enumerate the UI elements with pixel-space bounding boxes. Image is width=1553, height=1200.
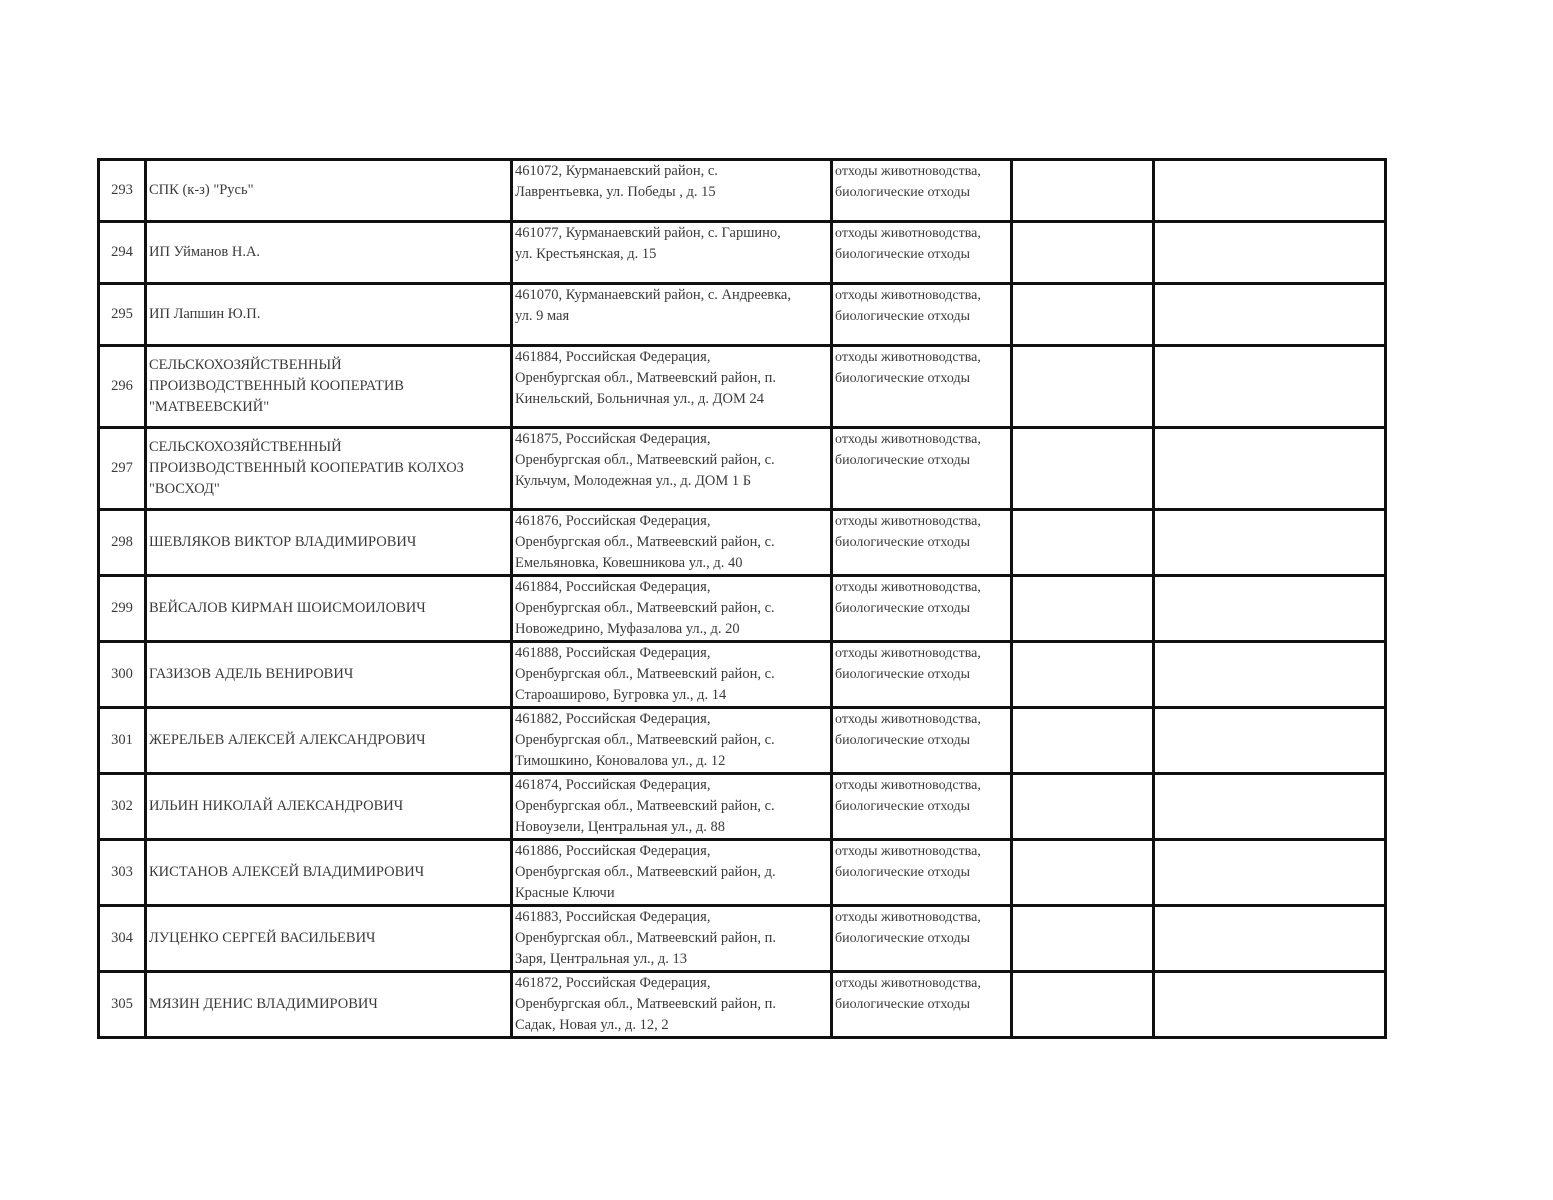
empty-cell xyxy=(1154,576,1386,642)
waste-type: отходы животноводства, биологические отходы xyxy=(832,346,1012,428)
empty-cell xyxy=(1154,906,1386,972)
organization-address: 461072, Курманаевский район, с. Лаврентьевка, ул. Победы , д. 15 xyxy=(512,160,832,222)
empty-cell xyxy=(1154,774,1386,840)
organization-address: 461874, Российская Федерация, Оренбургская обл., Матвеевский район, с. Новоузели, Центральная ул., д. 88 xyxy=(512,774,832,840)
organization-address: 461884, Российская Федерация, Оренбургская обл., Матвеевский район, п. Кинельский, Больничная ул., д. ДОМ 24 xyxy=(512,346,832,428)
empty-cell xyxy=(1012,428,1154,510)
row-number: 305 xyxy=(99,972,146,1038)
waste-type: отходы животноводства, биологические отходы xyxy=(832,708,1012,774)
table-row xyxy=(99,576,1386,642)
organization-address: 461883, Российская Федерация, Оренбургская обл., Матвеевский район, п. Заря, Центральная ул., д. 13 xyxy=(512,906,832,972)
empty-cell xyxy=(1154,510,1386,576)
table-row xyxy=(99,906,1386,972)
organization-address: 461070, Курманаевский район, с. Андреевка, ул. 9 мая xyxy=(512,284,832,346)
table-row xyxy=(99,840,1386,906)
empty-cell xyxy=(1012,972,1154,1038)
organization-address: 461882, Российская Федерация, Оренбургская обл., Матвеевский район, с. Тимошкино, Коновалова ул., д. 12 xyxy=(512,708,832,774)
waste-type: отходы животноводства, биологические отходы xyxy=(832,510,1012,576)
organization-name: ИП Лапшин Ю.П. xyxy=(146,284,512,346)
empty-cell xyxy=(1012,346,1154,428)
organization-name: ЛУЦЕНКО СЕРГЕЙ ВАСИЛЬЕВИЧ xyxy=(146,906,512,972)
organization-name: ШЕВЛЯКОВ ВИКТОР ВЛАДИМИРОВИЧ xyxy=(146,510,512,576)
row-number: 295 xyxy=(99,284,146,346)
empty-cell xyxy=(1012,222,1154,284)
empty-cell xyxy=(1012,708,1154,774)
table-row xyxy=(99,428,1386,510)
empty-cell xyxy=(1012,906,1154,972)
row-number: 294 xyxy=(99,222,146,284)
waste-type: отходы животноводства, биологические отходы xyxy=(832,906,1012,972)
empty-cell xyxy=(1012,840,1154,906)
empty-cell xyxy=(1012,576,1154,642)
empty-cell xyxy=(1154,840,1386,906)
table-row xyxy=(99,160,1386,222)
waste-type: отходы животноводства, биологические отходы xyxy=(832,774,1012,840)
row-number: 303 xyxy=(99,840,146,906)
empty-cell xyxy=(1154,428,1386,510)
row-number: 301 xyxy=(99,708,146,774)
empty-cell xyxy=(1154,708,1386,774)
empty-cell xyxy=(1012,510,1154,576)
row-number: 296 xyxy=(99,346,146,428)
table-row xyxy=(99,774,1386,840)
organization-address: 461888, Российская Федерация, Оренбургская обл., Матвеевский район, с. Староаширово, Бугровка ул., д. 14 xyxy=(512,642,832,708)
empty-cell xyxy=(1154,972,1386,1038)
organization-name: СЕЛЬСКОХОЗЯЙСТВЕННЫЙ ПРОИЗВОДСТВЕННЫЙ КООПЕРАТИВ КОЛХОЗ "ВОСХОД" xyxy=(146,428,512,510)
table-row xyxy=(99,284,1386,346)
waste-type: отходы животноводства, биологические отходы xyxy=(832,428,1012,510)
row-number: 300 xyxy=(99,642,146,708)
empty-cell xyxy=(1154,346,1386,428)
table-row xyxy=(99,642,1386,708)
row-number: 293 xyxy=(99,160,146,222)
row-number: 304 xyxy=(99,906,146,972)
row-number: 299 xyxy=(99,576,146,642)
row-number: 302 xyxy=(99,774,146,840)
waste-type: отходы животноводства, биологические отходы xyxy=(832,576,1012,642)
empty-cell xyxy=(1154,284,1386,346)
organization-address: 461077, Курманаевский район, с. Гаршино, ул. Крестьянская, д. 15 xyxy=(512,222,832,284)
organization-address: 461875, Российская Федерация, Оренбургская обл., Матвеевский район, с. Кульчум, Молодежная ул., д. ДОМ 1 Б xyxy=(512,428,832,510)
registry-table xyxy=(97,158,1387,1039)
empty-cell xyxy=(1012,160,1154,222)
organization-name: СЕЛЬСКОХОЗЯЙСТВЕННЫЙ ПРОИЗВОДСТВЕННЫЙ КООПЕРАТИВ "МАТВЕЕВСКИЙ" xyxy=(146,346,512,428)
organization-name: КИСТАНОВ АЛЕКСЕЙ ВЛАДИМИРОВИЧ xyxy=(146,840,512,906)
organization-name: МЯЗИН ДЕНИС ВЛАДИМИРОВИЧ xyxy=(146,972,512,1038)
empty-cell xyxy=(1012,774,1154,840)
row-number: 298 xyxy=(99,510,146,576)
table-row xyxy=(99,708,1386,774)
empty-cell xyxy=(1012,642,1154,708)
empty-cell xyxy=(1154,642,1386,708)
organization-name: ИЛЬИН НИКОЛАЙ АЛЕКСАНДРОВИЧ xyxy=(146,774,512,840)
table-row xyxy=(99,222,1386,284)
waste-type: отходы животноводства, биологические отходы xyxy=(832,840,1012,906)
waste-type: отходы животноводства, биологические отходы xyxy=(832,160,1012,222)
organization-address: 461872, Российская Федерация, Оренбургская обл., Матвеевский район, п. Садак, Новая ул., д. 12, 2 xyxy=(512,972,832,1038)
waste-type: отходы животноводства, биологические отходы xyxy=(832,284,1012,346)
waste-type: отходы животноводства, биологические отходы xyxy=(832,222,1012,284)
table-body xyxy=(99,160,1386,1038)
empty-cell xyxy=(1154,222,1386,284)
empty-cell xyxy=(1154,160,1386,222)
table-row xyxy=(99,972,1386,1038)
organization-name: ЖЕРЕЛЬЕВ АЛЕКСЕЙ АЛЕКСАНДРОВИЧ xyxy=(146,708,512,774)
organization-address: 461876, Российская Федерация, Оренбургская обл., Матвеевский район, с. Емельяновка, Ковешникова ул., д. 40 xyxy=(512,510,832,576)
organization-name: ГАЗИЗОВ АДЕЛЬ ВЕНИРОВИЧ xyxy=(146,642,512,708)
table-row xyxy=(99,346,1386,428)
organization-name: ИП Уйманов Н.А. xyxy=(146,222,512,284)
organization-name: СПК (к-з) "Русь" xyxy=(146,160,512,222)
organization-address: 461886, Российская Федерация, Оренбургская обл., Матвеевский район, д. Красные Ключи xyxy=(512,840,832,906)
table-row xyxy=(99,510,1386,576)
waste-type: отходы животноводства, биологические отходы xyxy=(832,642,1012,708)
waste-type: отходы животноводства, биологические отходы xyxy=(832,972,1012,1038)
empty-cell xyxy=(1012,284,1154,346)
row-number: 297 xyxy=(99,428,146,510)
organization-address: 461884, Российская Федерация, Оренбургская обл., Матвеевский район, с. Новожедрино, Муфазалова ул., д. 20 xyxy=(512,576,832,642)
organization-name: ВЕЙСАЛОВ КИРМАН ШОИСМОИЛОВИЧ xyxy=(146,576,512,642)
